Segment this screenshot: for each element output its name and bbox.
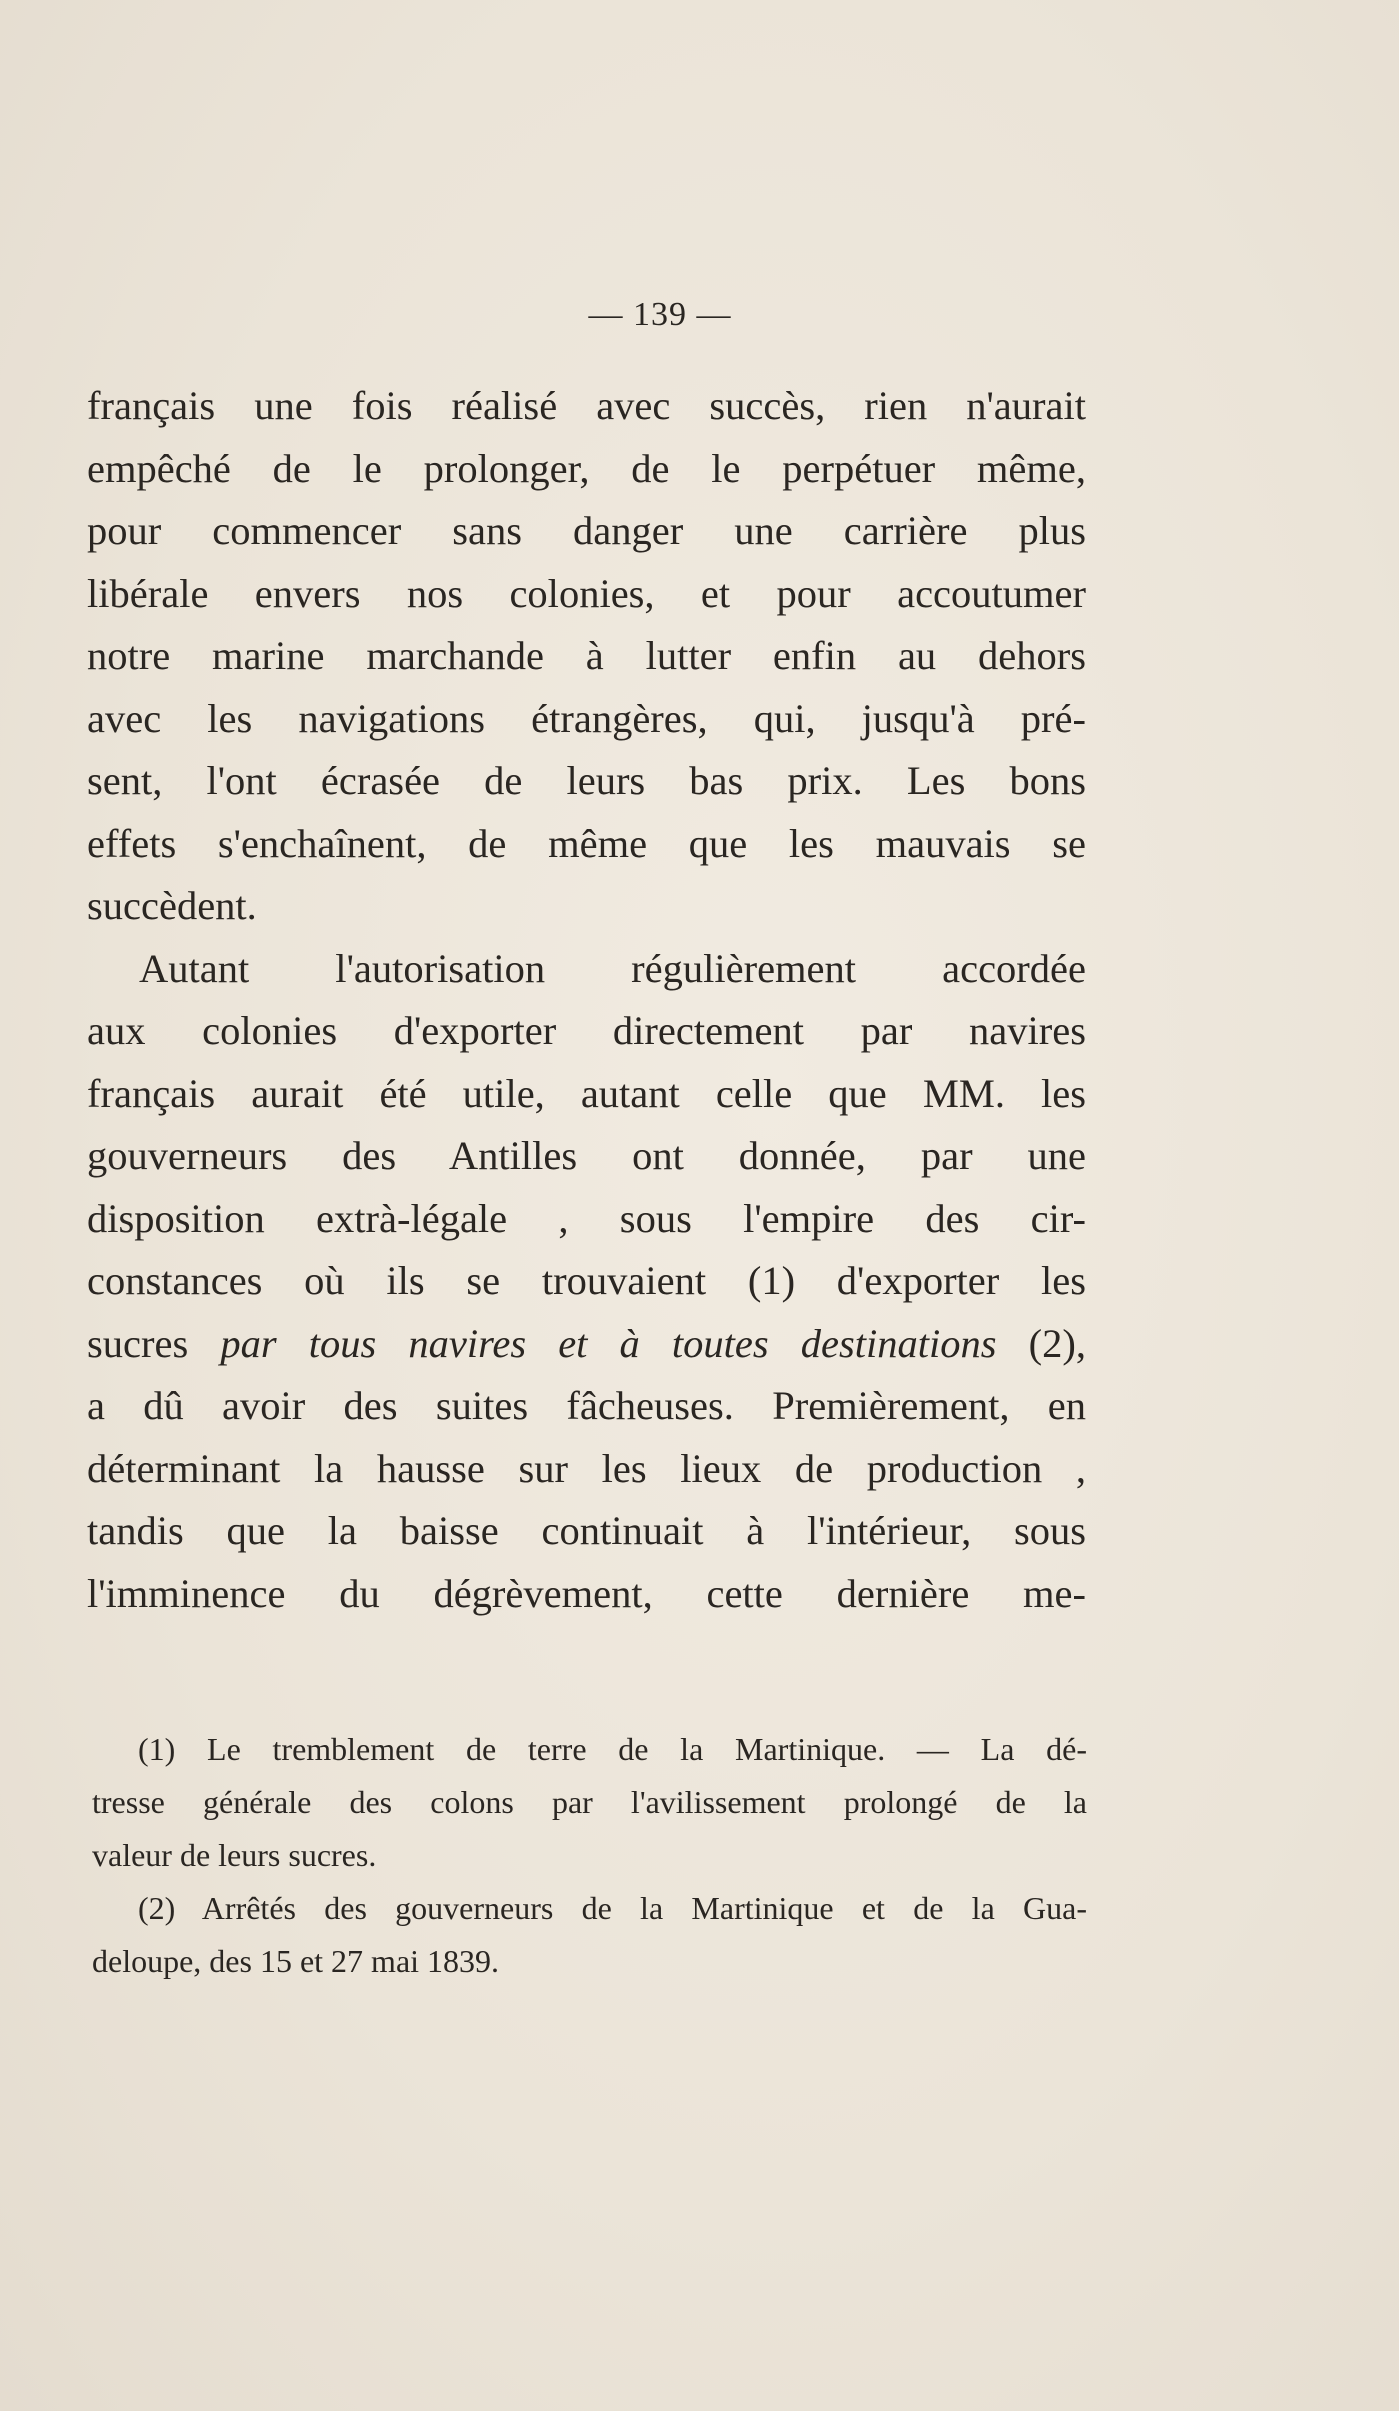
text-line: notre marine marchande à lutter enfin au dehors — [87, 633, 1086, 678]
text-line: constances où ils se trouvaient (1) d'exporter les — [87, 1258, 1086, 1303]
text-line: succèdent. — [87, 883, 257, 928]
text-line: aux colonies d'exporter directement par navires — [87, 1008, 1086, 1053]
text-line: effets s'enchaînent, de même que les mauvais se — [87, 820, 1086, 866]
footnotes — [92, 1723, 1087, 1988]
text-segment: (2), — [1028, 1320, 1087, 1366]
text-line: français aurait été utile, autant celle que MM. les — [87, 1070, 1086, 1116]
text-line: tandis que la baisse continuait à l'intérieur, sous — [87, 1508, 1086, 1553]
text-line: sent, l'ont écrasée de leurs bas prix. Les bons — [87, 758, 1086, 803]
text-line: gouverneurs des Antilles ont donnée, par une — [87, 1133, 1086, 1178]
text-line: a dû avoir des suites fâcheuses. Premièrement, en — [87, 1383, 1086, 1428]
text-line: libérale envers nos colonies, et pour accoutumer — [87, 570, 1086, 616]
footnote-line: tresse générale des colons par l'avilissement prolongé de la — [92, 1784, 1087, 1820]
text-line: pour commencer sans danger une carrière plus — [87, 508, 1086, 553]
text-line: déterminant la hausse sur les lieux de production , — [87, 1445, 1086, 1491]
italic-phrase: par tous navires et à toutes destinations — [220, 1320, 997, 1366]
text-line: avec les navigations étrangères, qui, jusqu'à pré- — [87, 695, 1086, 741]
body-text — [87, 375, 1086, 1625]
footnote-line: (2) Arrêtés des gouverneurs de la Martinique et de la Gua- — [138, 1890, 1087, 1926]
page-number: — 139 — — [588, 296, 732, 333]
text-line: l'imminence du dégrèvement, cette dernière me- — [87, 1570, 1086, 1616]
text-line-italic — [87, 1313, 1086, 1376]
text-line: empêché de le prolonger, de le perpétuer même, — [87, 445, 1086, 491]
text-line: Autant l'autorisation régulièrement accordée — [139, 945, 1086, 991]
text-line: français une fois réalisé avec succès, rien n'aurait — [87, 383, 1086, 428]
text-line: disposition extrà-légale , sous l'empire des cir- — [87, 1195, 1086, 1241]
footnote-line: (1) Le tremblement de terre de la Martinique. — La dé- — [138, 1731, 1087, 1767]
footnote-line: deloupe, des 15 et 27 mai 1839. — [92, 1943, 500, 1979]
footnote-line: valeur de leurs sucres. — [92, 1837, 377, 1873]
text-segment: sucres — [87, 1320, 189, 1366]
